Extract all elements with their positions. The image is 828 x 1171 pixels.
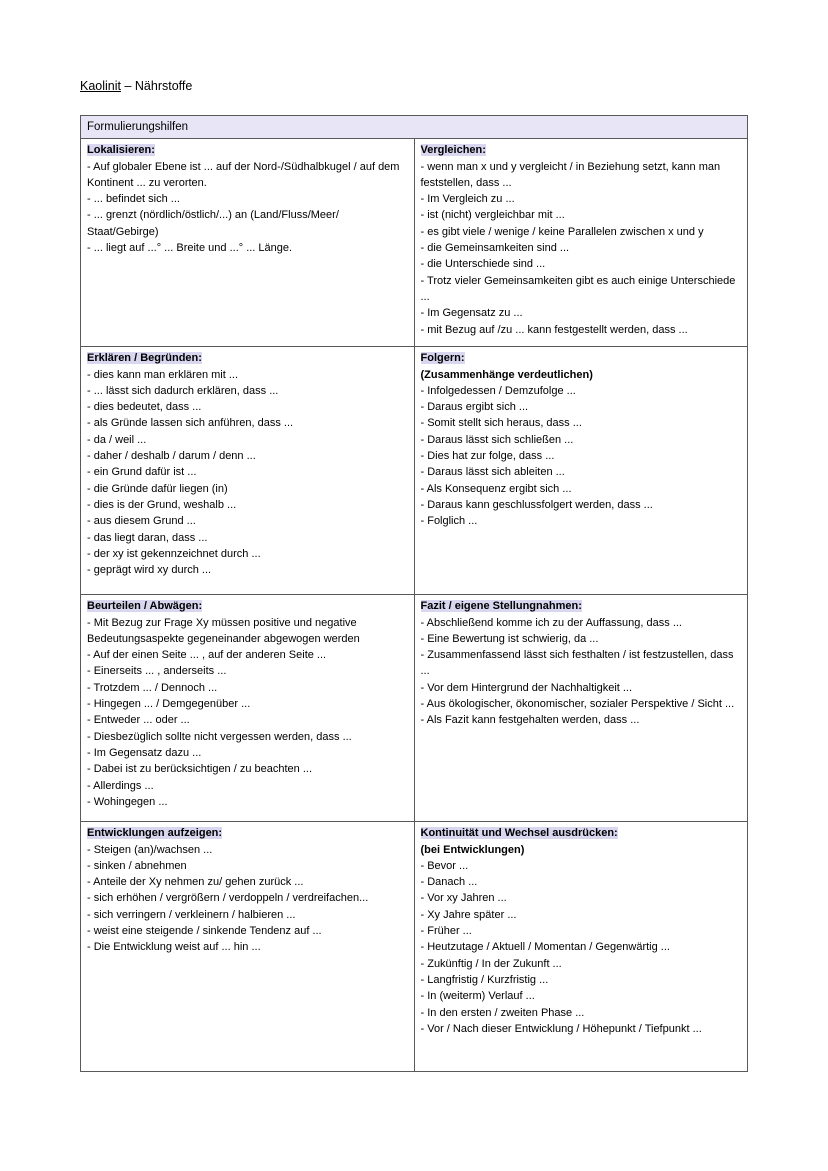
cell-heading <box>87 598 408 614</box>
page-title-rest: – Nährstoffe <box>121 79 193 93</box>
phrase-line: - sinken / abnehmen <box>87 859 187 872</box>
phrase-line: - ... lässt sich dadurch erklären, dass ... <box>87 384 279 397</box>
table-header-cell: Formulierungshilfen <box>81 116 748 139</box>
cell-heading-text: Beurteilen / Abwägen: <box>87 600 203 613</box>
phrase-line: - Bevor ... <box>420 859 469 872</box>
cell-heading-text: Erklären / Begründen: <box>87 352 202 365</box>
phrase-line: - ... liegt auf ...° ... Breite und ...° ... Länge. <box>87 242 293 255</box>
phrase-line: - es gibt viele / wenige / keine Parallelen zwischen x und y <box>420 225 704 238</box>
table-cell <box>414 139 748 347</box>
cell-heading-text: Kontinuität und Wechsel ausdrücken: <box>420 827 618 840</box>
phrase-line: - Im Vergleich zu ... <box>420 193 515 206</box>
phrase-line: - Einerseits ... , anderseits ... <box>87 665 227 678</box>
cell-heading <box>87 350 408 366</box>
phrase-line: - Dabei ist zu berücksichtigen / zu beachten ... <box>87 763 313 776</box>
cell-heading <box>421 598 742 614</box>
phrase-line: - Abschließend komme ich zu der Auffassung, dass ... <box>420 616 682 629</box>
table-cell <box>414 347 748 595</box>
cell-heading-text: Vergleichen: <box>420 144 486 157</box>
phrase-line: - Auf globaler Ebene ist ... auf der Nord-/Südhalbkugel / auf dem Kontinent ... zu verorten. <box>87 160 400 189</box>
phrase-line: - Zusammenfassend lässt sich festhalten / ist festzustellen, dass ... <box>420 649 734 678</box>
phrase-line: - dies bedeutet, dass ... <box>87 401 202 414</box>
phrase-line: - Im Gegensatz dazu ... <box>87 746 202 759</box>
phrase-line: - das liegt daran, dass ... <box>87 531 208 544</box>
phrase-line: - Daraus kann geschlussfolgert werden, dass ... <box>420 498 653 511</box>
phrase-line: - Als Fazit kann festgehalten werden, dass ... <box>420 714 640 727</box>
phrase-line: - wenn man x und y vergleicht / in Beziehung setzt, kann man feststellen, dass ... <box>420 160 721 189</box>
phrase-line: - die Gemeinsamkeiten sind ... <box>420 242 570 255</box>
phrase-line: - der xy ist gekennzeichnet durch ... <box>87 547 261 560</box>
phrase-line: - ... befindet sich ... <box>87 193 180 206</box>
phrase-line: - ein Grund dafür ist ... <box>87 466 197 479</box>
table-row <box>81 139 748 347</box>
cell-heading-text: Fazit / eigene Stellungnahmen: <box>420 600 582 613</box>
phrase-line: - da / weil ... <box>87 433 147 446</box>
phrase-line: - Wohingegen ... <box>87 795 168 808</box>
table-cell <box>414 595 748 822</box>
phrase-line: - Auf der einen Seite ... , auf der anderen Seite ... <box>87 649 327 662</box>
phrase-line: - Steigen (an)/wachsen ... <box>87 843 213 856</box>
phrase-line: - Heutzutage / Aktuell / Momentan / Gegenwärtig ... <box>420 941 670 954</box>
phrase-line: - geprägt wird xy durch ... <box>87 564 212 577</box>
phrase-line: - Daraus lässt sich ableiten ... <box>420 466 565 479</box>
phrase-line: - als Gründe lassen sich anführen, dass ... <box>87 417 294 430</box>
table-row <box>81 595 748 822</box>
phrase-line: - ... grenzt (nördlich/östlich/...) an (Land/Fluss/Meer/ Staat/Gebirge) <box>87 209 339 238</box>
phrase-line: - Danach ... <box>420 876 478 889</box>
phrase-line: - Folglich ... <box>420 515 478 528</box>
table-cell <box>81 595 415 822</box>
phrase-line: - Trotz vieler Gemeinsamkeiten gibt es auch einige Unterschiede ... <box>420 274 736 303</box>
table-cell <box>81 822 415 1072</box>
phrase-line: - Eine Bewertung ist schwierig, da ... <box>420 632 599 645</box>
cell-subheading: (bei Entwicklungen) <box>420 843 525 856</box>
phrase-line: - Daraus ergibt sich ... <box>420 401 529 414</box>
cell-heading <box>421 142 742 158</box>
phrase-line: - Vor xy Jahren ... <box>420 892 507 905</box>
cell-subheading: (Zusammenhänge verdeutlichen) <box>420 368 593 381</box>
cell-heading <box>87 825 408 841</box>
phrase-line: - Infolgedessen / Demzufolge ... <box>420 384 576 397</box>
phrase-line: - weist eine steigende / sinkende Tendenz auf ... <box>87 925 322 938</box>
phrase-line: - In den ersten / zweiten Phase ... <box>420 1006 585 1019</box>
phrase-line: - Langfristig / Kurzfristig ... <box>420 973 549 986</box>
page-title <box>80 79 192 93</box>
cell-heading-text: Entwicklungen aufzeigen: <box>87 827 223 840</box>
phrase-line: - Trotzdem ... / Dennoch ... <box>87 681 218 694</box>
table-row <box>81 822 748 1072</box>
formulierungshilfen-table <box>80 115 748 1072</box>
phrase-line: - die Unterschiede sind ... <box>420 258 546 271</box>
phrase-line: - Früher ... <box>420 925 472 938</box>
table-cell <box>81 347 415 595</box>
phrase-line: - Vor / Nach dieser Entwicklung / Höhepunkt / Tiefpunkt ... <box>420 1022 702 1035</box>
phrase-line: - Die Entwicklung weist auf ... hin ... <box>87 941 261 954</box>
phrase-line: - Anteile der Xy nehmen zu/ gehen zurück ... <box>87 876 304 889</box>
phrase-line: - Dies hat zur folge, dass ... <box>420 450 555 463</box>
phrase-line: - die Gründe dafür liegen (in) <box>87 482 228 495</box>
phrase-line: - Diesbezüglich sollte nicht vergessen werden, dass ... <box>87 730 352 743</box>
phrase-line: - mit Bezug auf /zu ... kann festgestellt werden, dass ... <box>420 323 688 336</box>
phrase-line: - Xy Jahre später ... <box>420 908 517 921</box>
phrase-line: - daher / deshalb / darum / denn ... <box>87 450 256 463</box>
phrase-line: - sich erhöhen / vergrößern / verdoppeln / verdreifachen... <box>87 892 369 905</box>
cell-heading-text: Lokalisieren: <box>87 144 155 157</box>
phrase-line: - Aus ökologischer, ökonomischer, sozialer Perspektive / Sicht ... <box>420 698 735 711</box>
phrase-line: - Zukünftig / In der Zukunft ... <box>420 957 562 970</box>
phrase-line: - Im Gegensatz zu ... <box>420 307 523 320</box>
phrase-line: - Entweder ... oder ... <box>87 714 190 727</box>
page-title-underlined: Kaolinit <box>80 79 121 93</box>
phrase-line: - Daraus lässt sich schließen ... <box>420 433 574 446</box>
phrase-line: - ist (nicht) vergleichbar mit ... <box>420 209 565 222</box>
phrase-line: - Mit Bezug zur Frage Xy müssen positive und negative Bedeutungsaspekte gegeneinander abgewogen werden <box>87 616 360 645</box>
phrase-line: - Vor dem Hintergrund der Nachhaltigkeit ... <box>420 681 633 694</box>
cell-heading <box>421 350 742 366</box>
phrase-line: - dies kann man erklären mit ... <box>87 368 239 381</box>
cell-heading <box>87 142 408 158</box>
table-cell <box>81 139 415 347</box>
phrase-line: - Allerdings ... <box>87 779 154 792</box>
table-header-row <box>81 116 748 139</box>
phrase-line: - Somit stellt sich heraus, dass ... <box>420 417 582 430</box>
cell-heading <box>421 825 742 841</box>
table-row <box>81 347 748 595</box>
phrase-line: - sich verringern / verkleinern / halbieren ... <box>87 908 296 921</box>
table-cell <box>414 822 748 1072</box>
phrase-line: - In (weiterm) Verlauf ... <box>420 990 535 1003</box>
cell-heading-text: Folgern: <box>420 352 465 365</box>
phrase-line: - aus diesem Grund ... <box>87 515 196 528</box>
phrase-line: - Hingegen ... / Demgegenüber ... <box>87 698 251 711</box>
phrase-line: - Als Konsequenz ergibt sich ... <box>420 482 572 495</box>
phrase-line: - dies is der Grund, weshalb ... <box>87 498 237 511</box>
